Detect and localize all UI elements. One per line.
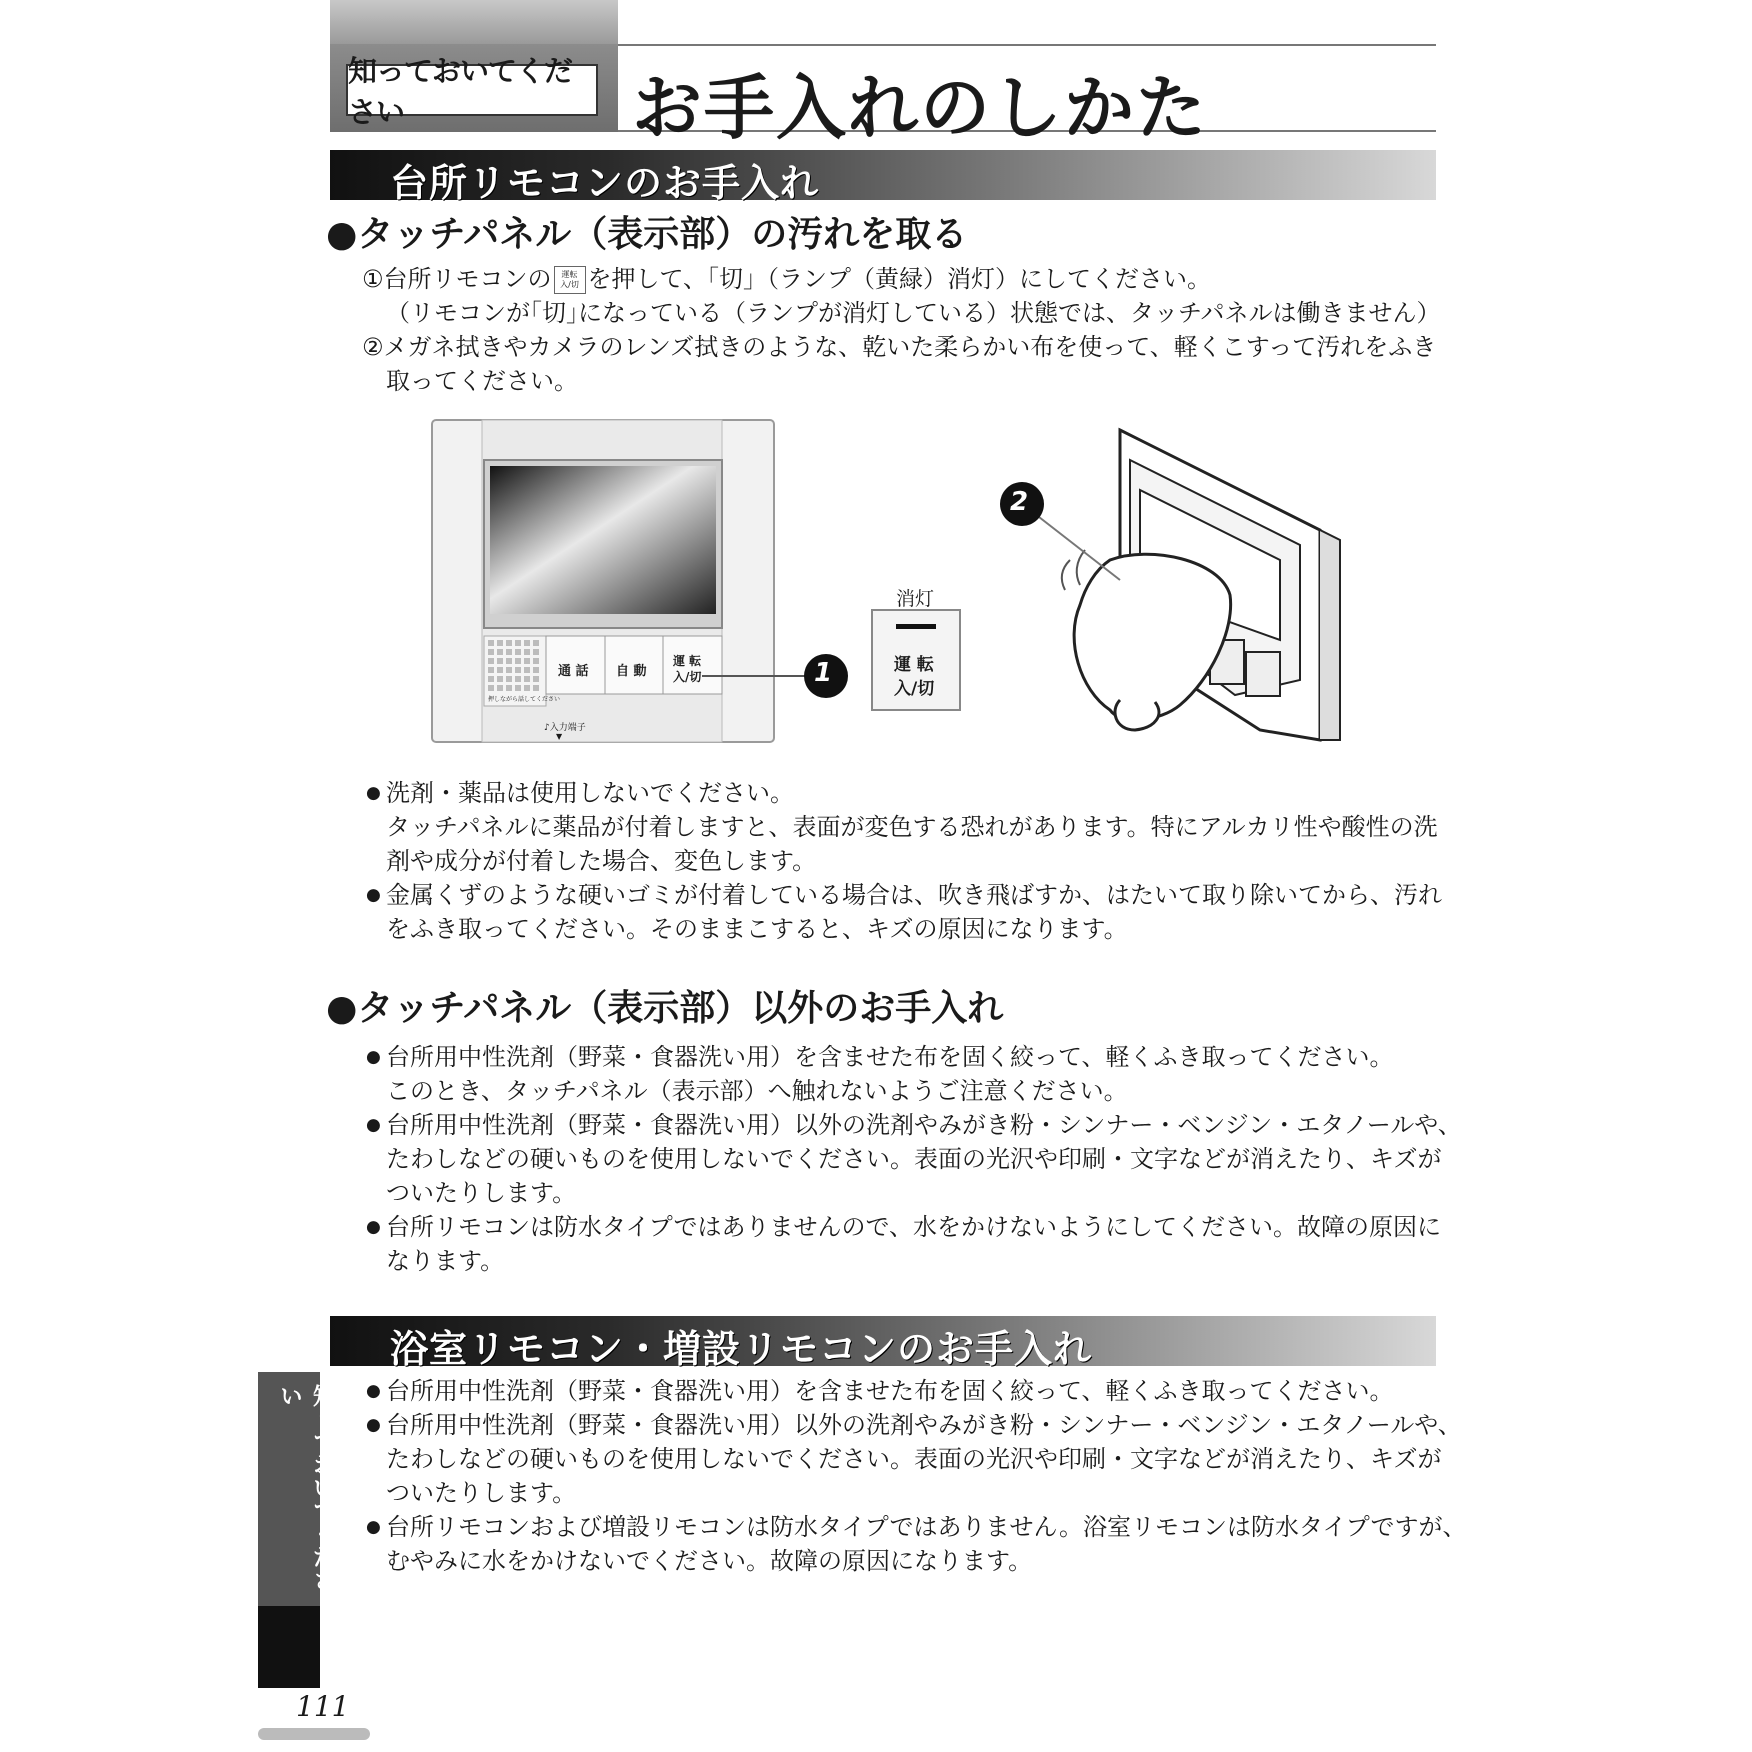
step-2-line1: ②メガネ拭きやカメラのレンズ拭きのような、乾いた柔らかい布を使って、軽くこすって汚れをふき bbox=[362, 333, 1437, 361]
speaker-hole bbox=[515, 658, 521, 664]
step-2-line2: 取ってください。 bbox=[386, 367, 578, 395]
side-tab-label: 知っておいてください bbox=[276, 1384, 335, 1591]
speaker-hole bbox=[524, 667, 530, 673]
speaker-hole bbox=[506, 649, 512, 655]
note-2-line1: ● 金属くずのような硬いゴミが付着している場合は、吹き飛ばすか、はたいて取り除いてから、汚れ bbox=[386, 878, 1442, 912]
input-terminal-label: ♪入力端子 bbox=[544, 723, 586, 733]
other-item-2-line3: ついたりします。 bbox=[386, 1179, 577, 1207]
side-tab-block bbox=[258, 1606, 320, 1688]
speaker-hole bbox=[533, 658, 539, 664]
button-auto[interactable]: 自 動 bbox=[616, 664, 647, 679]
other-item-3-line2: なります。 bbox=[386, 1247, 505, 1275]
hand-with-cloth bbox=[1074, 554, 1231, 730]
section-title-kitchen: 台所リモコンのお手入れ bbox=[390, 161, 820, 205]
heading-other-parts: ●タッチパネル（表示部）以外のお手入れ bbox=[326, 988, 1004, 1029]
bath-item-3-line1: ● 台所リモコンおよび増設リモコンは防水タイプではありません。浴室リモコンは防水タイプですが、 bbox=[386, 1510, 1466, 1544]
speaker-hole bbox=[515, 676, 521, 682]
speaker-hole bbox=[524, 676, 530, 682]
speaker-hole bbox=[524, 685, 530, 691]
side-tab bbox=[258, 1372, 335, 1606]
speaker-hole bbox=[506, 658, 512, 664]
button-power-line2[interactable]: 入/切 bbox=[673, 670, 702, 684]
motion-lines bbox=[1062, 550, 1085, 590]
button-power-line1[interactable]: 運 転 bbox=[673, 654, 702, 668]
bath-item-3-line2: むやみに水をかけないでください。故障の原因になります。 bbox=[386, 1547, 1033, 1575]
speaker-hole bbox=[497, 676, 503, 682]
speaker-hole bbox=[497, 649, 503, 655]
heading-touch-panel: ●タッチパネル（表示部）の汚れを取る bbox=[326, 214, 968, 255]
lamp-off-label: 消灯 bbox=[896, 588, 935, 610]
speaker-hole bbox=[506, 640, 512, 646]
other-item-1-line2: このとき、タッチパネル（表示部）へ触れないようご注意ください。 bbox=[386, 1077, 1128, 1105]
speaker-hole bbox=[488, 685, 494, 691]
speaker-hole bbox=[488, 658, 494, 664]
speaker-hole bbox=[497, 667, 503, 673]
lamp-indicator bbox=[896, 624, 936, 629]
zoom-button-line2: 入/切 bbox=[894, 679, 935, 699]
speaker-hole bbox=[506, 676, 512, 682]
speaker-hole bbox=[506, 685, 512, 691]
power-key-icon: 運転 入/切 bbox=[554, 266, 586, 294]
speaker-hole bbox=[533, 685, 539, 691]
speaker-hole bbox=[524, 658, 530, 664]
speaker-hole bbox=[488, 667, 494, 673]
remote-screen bbox=[490, 466, 716, 614]
speaker-hole bbox=[497, 685, 503, 691]
bath-item-1-line1: ● 台所用中性洗剤（野菜・食器洗い用）を含ませた布を固く絞って、軽くふき取ってください。 bbox=[386, 1374, 1394, 1408]
speaker-hole bbox=[533, 676, 539, 682]
speaker-hole bbox=[524, 649, 530, 655]
header-badge: 知っておいてください bbox=[346, 64, 598, 116]
section-title-bath: 浴室リモコン・増設リモコンのお手入れ bbox=[390, 1327, 1093, 1371]
step-1-note: （リモコンが｢切｣になっている（ランプが消灯している）状態では、タッチパネルは働きません） bbox=[386, 299, 1441, 327]
callout-1-label: 1 bbox=[814, 658, 833, 688]
button-call[interactable]: 通 話 bbox=[558, 664, 589, 679]
speaker-hole bbox=[515, 667, 521, 673]
other-item-3-line1: ● 台所リモコンは防水タイプではありませんので、水をかけないようにしてください。故障の原因に bbox=[386, 1210, 1441, 1244]
speaker-hole bbox=[497, 640, 503, 646]
section-bar-bath bbox=[330, 1316, 1436, 1371]
page-number-bar bbox=[258, 1728, 370, 1740]
speaker-hole bbox=[515, 640, 521, 646]
other-item-2-line2: たわしなどの硬いものを使用しないでください。表面の光沢や印刷・文字などが消えたり、キズが bbox=[386, 1145, 1442, 1173]
header-rule-top bbox=[618, 44, 1436, 46]
speaker-hole bbox=[533, 640, 539, 646]
note-1-line2: タッチパネルに薬品が付着しますと、表面が変色する恐れがあります。特にアルカリ性や酸性の洗 bbox=[386, 813, 1438, 841]
header-decoration bbox=[330, 0, 618, 44]
page-number: 111 bbox=[296, 1690, 350, 1723]
terminal-arrow-icon: ▼ bbox=[556, 732, 563, 741]
note-1-line1: ● 洗剤・薬品は使用しないでください。 bbox=[386, 776, 794, 810]
section-bar-kitchen bbox=[330, 150, 1436, 205]
speaker-hole bbox=[533, 649, 539, 655]
step-1-post: を押して、｢切｣（ランプ（黄緑）消灯）にしてください。 bbox=[587, 265, 1212, 293]
speaker-hole bbox=[488, 676, 494, 682]
speaker-hole bbox=[506, 667, 512, 673]
step-1-pre: ①台所リモコンの bbox=[362, 265, 552, 293]
note-2-line2: をふき取ってください。そのままこすると、キズの原因になります。 bbox=[386, 915, 1128, 943]
bath-item-2-line2: たわしなどの硬いものを使用しないでください。表面の光沢や印刷・文字などが消えたり、キズが bbox=[386, 1445, 1442, 1473]
other-item-1-line1: ● 台所用中性洗剤（野菜・食器洗い用）を含ませた布を固く絞って、軽くふき取ってください。 bbox=[386, 1040, 1394, 1074]
speaker-caption: 押しながら話してください bbox=[488, 696, 561, 703]
remote-figure bbox=[420, 410, 1360, 750]
step-1 bbox=[362, 262, 1211, 296]
speaker-hole bbox=[515, 649, 521, 655]
note-1-line3: 剤や成分が付着した場合、変色します。 bbox=[386, 847, 817, 875]
bath-item-2-line3: ついたりします。 bbox=[386, 1479, 577, 1507]
zoom-button-line1: 運 転 bbox=[894, 655, 934, 675]
speaker-hole bbox=[524, 640, 530, 646]
callout-2-label: 2 bbox=[1010, 487, 1029, 517]
speaker-hole bbox=[488, 640, 494, 646]
speaker-hole bbox=[497, 658, 503, 664]
page-title: お手入れのしかた bbox=[632, 67, 1208, 149]
other-item-2-line1: ● 台所用中性洗剤（野菜・食器洗い用）以外の洗剤やみがき粉・シンナー・ベンジン・エタノールや、 bbox=[386, 1108, 1462, 1142]
bath-item-2-line1: ● 台所用中性洗剤（野菜・食器洗い用）以外の洗剤やみがき粉・シンナー・ベンジン・エタノールや、 bbox=[386, 1408, 1462, 1442]
speaker-hole bbox=[533, 667, 539, 673]
speaker-hole bbox=[515, 685, 521, 691]
speaker-hole bbox=[488, 649, 494, 655]
